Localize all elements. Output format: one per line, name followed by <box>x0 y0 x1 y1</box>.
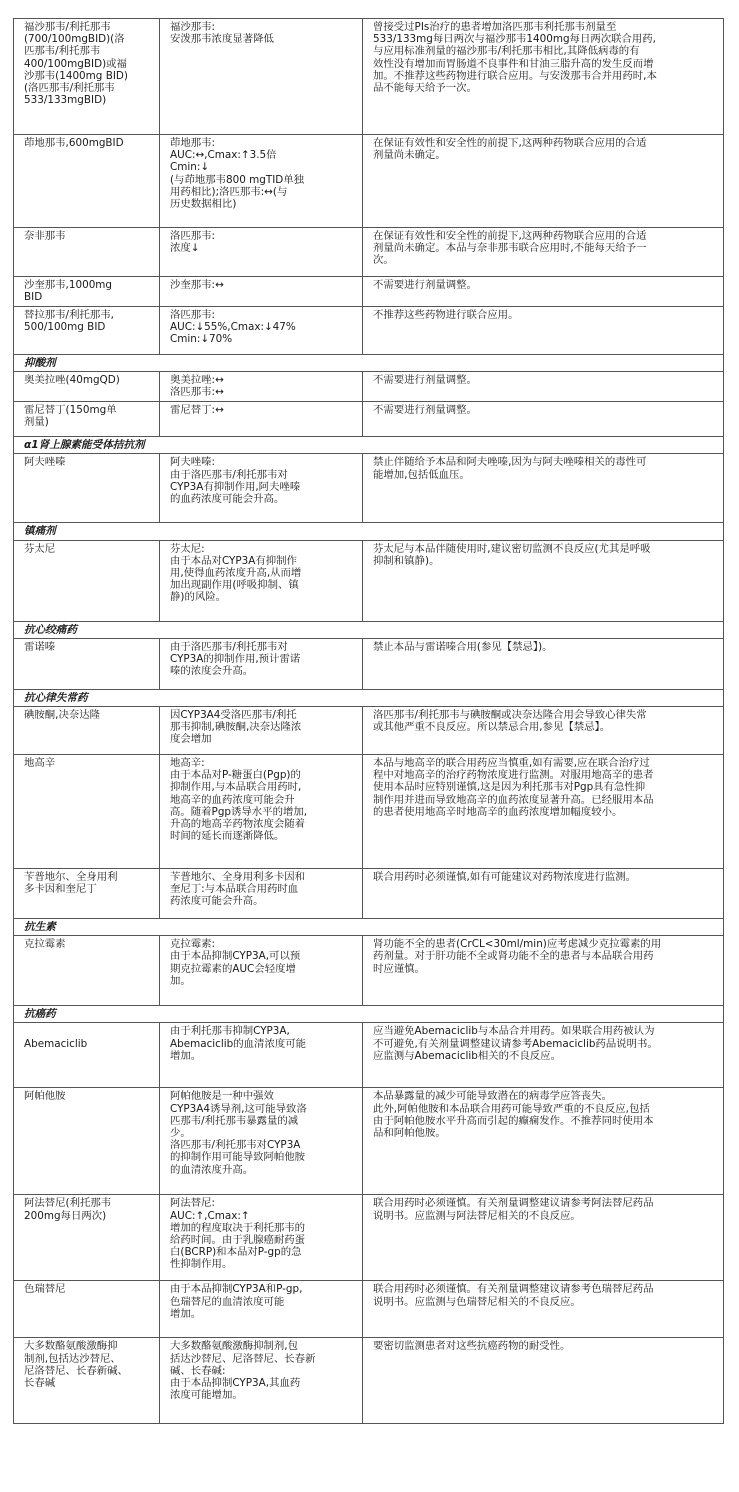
cell-text-line: 禁止伴随给予本品和阿夫唑嗪,因为与阿夫唑嗪相关的毒性可 <box>373 456 647 469</box>
effect-cell <box>160 755 363 869</box>
table-row <box>14 307 724 355</box>
drug-name-cell <box>14 707 160 755</box>
effect-cell <box>160 1338 363 1424</box>
cell-text-line: 不推荐这些药物进行联合应用。 <box>373 309 519 321</box>
effect-cell <box>160 372 363 402</box>
table-row <box>14 402 724 437</box>
cell-text-line: 或其他严重不良反应。所以禁忌合用,参见【禁忌】。 <box>373 721 611 734</box>
drug-name-cell <box>14 1281 160 1338</box>
cell-text-line: 533/133mgBID) <box>24 94 107 107</box>
section-heading: 抗心绞痛药 <box>14 621 724 638</box>
cell-text-line: 历史数据相比) <box>170 198 237 211</box>
cell-text-line: 地高辛: <box>170 757 205 770</box>
cell-text-line: 福沙那韦: <box>170 21 216 33</box>
cell-text-line: 奥美拉唑:↔ <box>170 374 224 387</box>
cell-text-line: 长春碱 <box>24 1377 56 1390</box>
cell-text-line: 加。不推荐这些药物进行联合应用。与安泼那韦合并用药时,本 <box>373 69 657 82</box>
cell-text-line: 程中对地高辛的治疗药物浓度进行监测。对服用地高辛的患者 <box>373 769 654 782</box>
drug-name-cell <box>14 1338 160 1424</box>
cell-text-line: 时应谨慎。 <box>373 962 425 975</box>
cell-text-line: 能增加,包括低血压。 <box>373 468 470 481</box>
cell-text-line: 替拉那韦/利托那韦, <box>24 309 114 321</box>
recommendation-cell <box>363 228 724 277</box>
cell-text-line: 阿法替尼(利托那韦 <box>24 1197 112 1210</box>
drug-interaction-table <box>13 18 724 1424</box>
drug-name-cell <box>14 936 160 1006</box>
cell-text-line: (洛匹那韦/利托那韦 <box>24 82 115 95</box>
cell-text-line: 嗪的浓度会升高。 <box>170 665 254 678</box>
cell-text-line: 奎尼丁:与本品联合用药时血 <box>170 883 299 896</box>
cell-text-line: 洛匹那韦: <box>170 230 216 242</box>
cell-text-line: CYP3A有抑制作用,阿夫唑嗪 <box>170 480 301 493</box>
section-row <box>14 523 724 540</box>
section-heading: 抑酸剂 <box>14 355 724 372</box>
cell-text-line: Cmin:↓ <box>170 161 210 174</box>
cell-text-line: 多卡因和奎尼丁 <box>24 883 97 896</box>
cell-text-line: AUC:↓55%,Cmax:↓47% <box>170 321 296 334</box>
cell-text-line: 效性没有增加而胃肠道不良事件和甘油三脂升高的发生反而增 <box>373 57 654 70</box>
cell-text-line: 400/100mgBID)或福 <box>24 57 127 70</box>
cell-text-line: 禁止本品与雷诺嗪合用(参见【禁忌】)。 <box>373 640 553 653</box>
table-row <box>14 936 724 1006</box>
effect-cell <box>160 307 363 355</box>
recommendation-cell <box>363 402 724 437</box>
drug-name-cell <box>14 372 160 402</box>
drug-name-cell <box>14 454 160 523</box>
drug-name-cell <box>14 228 160 277</box>
cell-text-line: 静)的风险。 <box>170 591 227 604</box>
cell-text-line: 苄普地尔、全身用利多卡因和 <box>170 871 306 884</box>
cell-text-line: 雷尼替丁(150mg单 <box>24 404 117 417</box>
section-row <box>14 1006 724 1023</box>
effect-cell <box>160 135 363 228</box>
cell-text-line: 福沙那韦/利托那韦 <box>24 21 111 33</box>
section-heading: α1肾上腺素能受体拮抗剂 <box>14 437 724 454</box>
cell-text-line: 不需要进行剂量调整。 <box>373 279 477 291</box>
effect-cell <box>160 277 363 307</box>
drug-name-cell <box>14 1023 160 1088</box>
cell-text-line: 碘胺酮,决奈达隆 <box>24 709 101 722</box>
cell-text-line: 由于洛匹那韦/利托那韦对 <box>170 640 288 653</box>
cell-text-line: 品和阿帕他胺。 <box>373 1127 446 1140</box>
cell-text-line: 本品暴露量的减少可能导致潜在的病毒学应答丧失。 <box>373 1090 612 1103</box>
recommendation-cell <box>363 1088 724 1195</box>
cell-text-line: 性抑制作用。 <box>170 1258 233 1271</box>
effect-cell <box>160 402 363 437</box>
drug-name-cell <box>14 1088 160 1195</box>
cell-text-line: 在保证有效性和安全性的前提下,这两种药物联合应用的合适 <box>373 137 647 149</box>
cell-text-line: 使用本品时应特别谨慎,这是因为利托那韦对Pgp具有急性抑 <box>373 781 646 794</box>
cell-text-line: 度会增加 <box>170 733 212 746</box>
recommendation-cell <box>363 707 724 755</box>
cell-text-line: (700/100mgBID)(洛 <box>24 33 125 46</box>
cell-text-line: 应当避免Abemaciclib与本品合并用药。如果联合用药被认为 <box>373 1025 655 1038</box>
effect-cell <box>160 19 363 135</box>
cell-text-line: 阿夫唑嗪: <box>170 456 216 469</box>
cell-text-line: CYP3A4诱导剂,这可能导致洛 <box>170 1102 307 1115</box>
table-row <box>14 372 724 402</box>
cell-text-line: 期克拉霉素的AUC会轻度增 <box>170 962 296 975</box>
drug-name-cell <box>14 540 160 621</box>
cell-text-line: 剂量尚未确定。 <box>373 149 446 162</box>
cell-text-line: 阿夫唑嗪 <box>24 456 66 469</box>
table-row <box>14 454 724 523</box>
drug-name-cell <box>14 19 160 135</box>
cell-text-line: 不需要进行剂量调整。 <box>373 374 477 387</box>
cell-text-line: 533/133mg每日两次与福沙那韦1400mg每日两次联合用药, <box>373 33 656 46</box>
recommendation-cell <box>363 1023 724 1088</box>
effect-cell <box>160 638 363 689</box>
recommendation-cell <box>363 638 724 689</box>
cell-text-line: 加出现副作用(呼吸抑制、镇 <box>170 579 299 592</box>
cell-text-line: 增加。 <box>170 1307 202 1320</box>
cell-text-line: 联合用药时必须谨慎。有关剂量调整建议请参考阿法替尼药品 <box>373 1197 654 1210</box>
cell-text-line: 安泼那韦浓度显著降低 <box>170 33 274 46</box>
table-body <box>14 19 724 1424</box>
table-row <box>14 19 724 135</box>
cell-text-line: 抑制作用,与本品联合用药时, <box>170 781 302 794</box>
cell-text-line: 阿法替尼: <box>170 1197 216 1210</box>
recommendation-cell <box>363 307 724 355</box>
cell-text-line: 洛匹那韦:↔ <box>170 386 224 399</box>
section-heading: 镇痛剂 <box>14 523 724 540</box>
cell-text-line: 由于利托那韦抑制CYP3A, <box>170 1025 290 1038</box>
cell-text-line: 的血药浓度可能会升高。 <box>170 493 285 506</box>
cell-text-line: 奈非那韦 <box>24 230 66 242</box>
effect-cell <box>160 1023 363 1088</box>
cell-text-line: 洛匹那韦/利托那韦与碘胺酮或决奈达隆合用会导致心律失常 <box>373 709 647 722</box>
cell-text-line: AUC:↔,Cmax:↑3.5倍 <box>170 149 277 162</box>
cell-text-line: 的血清浓度升高。 <box>170 1163 254 1176</box>
drug-interaction-table-container <box>13 18 724 1424</box>
cell-text-line: CYP3A的抑制作用,预计雷诺 <box>170 653 301 666</box>
cell-text-line: 浓度↓ <box>170 242 200 255</box>
cell-text-line: 联合用药时必须谨慎。有关剂量调整建议请参考色瑞替尼药品 <box>373 1283 654 1296</box>
cell-text-line: 沙奎那韦,1000mg <box>24 279 113 291</box>
cell-text-line: Abemaciclib <box>24 1037 88 1050</box>
cell-text-line: 与应用标准剂量的福沙那韦/利托那韦相比,其降低病毒的有 <box>373 45 640 58</box>
cell-text-line: 地高辛的血药浓度可能会升 <box>170 793 295 806</box>
cell-text-line: 白(BCRP)和本品对P-gp的急 <box>170 1246 302 1259</box>
table-row <box>14 707 724 755</box>
table-row <box>14 1088 724 1195</box>
cell-text-line: 高。随着Pgp诱导水平的增加, <box>170 805 308 818</box>
cell-text-line: 由于本品抑制CYP3A和P-gp, <box>170 1283 303 1296</box>
effect-cell <box>160 1195 363 1281</box>
cell-text-line: 由于洛匹那韦/利托那韦对 <box>170 468 288 481</box>
cell-text-line: 碱、长春碱: <box>170 1364 226 1377</box>
recommendation-cell <box>363 869 724 919</box>
section-heading: 抗癌药 <box>14 1006 724 1023</box>
recommendation-cell <box>363 454 724 523</box>
recommendation-cell <box>363 1338 724 1424</box>
section-row <box>14 919 724 936</box>
cell-text-line: 阿帕他胺 <box>24 1090 66 1103</box>
recommendation-cell <box>363 936 724 1006</box>
cell-text-line: 芬太尼 <box>24 542 56 555</box>
cell-text-line: 茚地那韦,600mgBID <box>24 137 124 149</box>
cell-text-line: Cmin:↓70% <box>170 333 233 346</box>
table-row <box>14 869 724 919</box>
effect-cell <box>160 228 363 277</box>
cell-text-line: 药浓度可能会升高。 <box>170 895 264 908</box>
cell-text-line: 色瑞替尼 <box>24 1283 66 1296</box>
cell-text-line: 那韦抑制,碘胺酮,决奈达隆浓 <box>170 721 302 734</box>
cell-text-line: 茚地那韦: <box>170 137 216 149</box>
cell-text-line: 由于本品抑制CYP3A,其血药 <box>170 1377 301 1390</box>
cell-text-line: 应监测与Abemaciclib相关的不良反应。 <box>373 1049 561 1062</box>
cell-text-line: 要密切监测患者对这些抗癌药物的耐受性。 <box>373 1340 571 1353</box>
cell-text-line: 由于本品对P-糖蛋白(Pgp)的 <box>170 769 301 782</box>
table-row <box>14 540 724 621</box>
cell-text-line: 雷诺嗪 <box>24 640 56 653</box>
effect-cell <box>160 869 363 919</box>
cell-text-line: 曾接受过PIs治疗的患者增加洛匹那韦利托那韦剂量至 <box>373 21 617 33</box>
cell-text-line: 因CYP3A4受洛匹那韦/利托 <box>170 709 297 722</box>
cell-text-line: 苄普地尔、全身用利 <box>24 871 118 884</box>
drug-name-cell <box>14 135 160 228</box>
cell-text-line: 克拉霉素: <box>170 938 216 951</box>
cell-text-line: 奥美拉唑(40mgQD) <box>24 374 120 387</box>
cell-text-line: 500/100mg BID <box>24 321 106 334</box>
table-row <box>14 1195 724 1281</box>
effect-cell <box>160 1088 363 1195</box>
cell-text-line: 沙那韦(1400mg BID) <box>24 69 128 82</box>
cell-text-line: 不可避免,有关剂量调整建议请参考Abemaciclib药品说明书。 <box>373 1037 658 1050</box>
cell-text-line: 用药相比);洛匹那韦:↔(与 <box>170 185 288 198</box>
table-row <box>14 1338 724 1424</box>
recommendation-cell <box>363 540 724 621</box>
cell-text-line: 用,使得血药浓度升高,从而增 <box>170 567 302 580</box>
drug-name-cell <box>14 638 160 689</box>
cell-text-line: 在保证有效性和安全性的前提下,这两种药物联合应用的合适 <box>373 230 647 242</box>
section-heading: 抗生素 <box>14 919 724 936</box>
section-row <box>14 437 724 454</box>
cell-text-line: 洛匹那韦: <box>170 309 216 321</box>
cell-text-line: 抑制和镇静)。 <box>373 554 440 567</box>
cell-text-line: BID <box>24 291 43 304</box>
recommendation-cell <box>363 755 724 869</box>
effect-cell <box>160 936 363 1006</box>
cell-text-line: 雷尼替丁:↔ <box>170 404 224 417</box>
cell-text-line: 本品与地高辛的联合用药应当慎重,如有需要,应在联合治疗过 <box>373 757 650 770</box>
drug-name-cell <box>14 277 160 307</box>
cell-text-line: 芬太尼与本品伴随使用时,建议密切监测不良反应(尤其是呼吸 <box>373 542 651 555</box>
cell-text-line: 芬太尼: <box>170 542 205 555</box>
cell-text-line: 浓度可能增加。 <box>170 1389 243 1402</box>
effect-cell <box>160 540 363 621</box>
cell-text-line: 不需要进行剂量调整。 <box>373 404 477 417</box>
recommendation-cell <box>363 277 724 307</box>
effect-cell <box>160 1281 363 1338</box>
effect-cell <box>160 454 363 523</box>
recommendation-cell <box>363 1281 724 1338</box>
cell-text-line: 剂量) <box>24 416 49 429</box>
cell-text-line: 增加。 <box>170 1049 202 1062</box>
cell-text-line: 此外,阿帕他胺和本品联合用药可能导致严重的不良反应,包括 <box>373 1102 650 1115</box>
cell-text-line: 大多数酪氨酸激酶抑 <box>24 1340 118 1353</box>
table-row <box>14 755 724 869</box>
cell-text-line: 匹那韦/利托那韦暴露量的减 <box>170 1114 299 1127</box>
drug-name-cell <box>14 869 160 919</box>
cell-text-line: 加。 <box>170 974 191 987</box>
recommendation-cell <box>363 1195 724 1281</box>
section-row <box>14 689 724 706</box>
cell-text-line: 的抑制作用可能导致阿帕他胺 <box>170 1151 306 1164</box>
cell-text-line: 沙奎那韦:↔ <box>170 279 224 291</box>
cell-text-line: 制作用并进而导致地高辛的血药浓度显著升高。已经服用本品 <box>373 793 654 806</box>
cell-text-line <box>24 1025 149 1037</box>
cell-text-line: 制剂,包括达沙替尼、 <box>24 1352 121 1365</box>
drug-name-cell <box>14 1195 160 1281</box>
cell-text-line: 升高的地高辛药物浓度会随着 <box>170 818 306 831</box>
cell-text-line: 由于阿帕他胺水平升高而引起的癫痫发作。不推荐同时使用本 <box>373 1114 654 1127</box>
cell-text-line: 尼洛替尼、长春新碱、 <box>24 1364 128 1377</box>
cell-text-line: 地高辛 <box>24 757 56 770</box>
cell-text-line: 200mg每日两次) <box>24 1209 107 1222</box>
recommendation-cell <box>363 135 724 228</box>
cell-text-line: 品不能每天给予一次。 <box>373 82 477 95</box>
cell-text-line: 药剂量。对于肝功能不全或肾功能不全的患者与本品联合用药 <box>373 950 654 963</box>
cell-text-line: 次。 <box>373 254 394 267</box>
cell-text-line: 增加的程度取决于利托那韦的 <box>170 1221 306 1234</box>
cell-text-line: 匹那韦/利托那韦 <box>24 45 101 58</box>
cell-text-line: 说明书。应监测与色瑞替尼相关的不良反应。 <box>373 1295 581 1308</box>
cell-text-line: 肾功能不全的患者(CrCL<30ml/min)应考虑减少克拉霉素的用 <box>373 938 662 951</box>
cell-text-line: 时间的延长而逐渐降低。 <box>170 830 285 843</box>
table-row <box>14 277 724 307</box>
section-heading: 抗心律失常药 <box>14 689 724 706</box>
table-row <box>14 135 724 228</box>
cell-text-line: 的患者使用地高辛时地高辛的血药浓度增加幅度较小。 <box>373 805 623 818</box>
table-row <box>14 228 724 277</box>
table-row <box>14 1281 724 1338</box>
drug-name-cell <box>14 755 160 869</box>
drug-name-cell <box>14 402 160 437</box>
section-row <box>14 621 724 638</box>
cell-text-line: 联合用药时必须谨慎,如有可能建议对药物浓度进行监测。 <box>373 871 637 884</box>
cell-text-line: 少。 <box>170 1127 191 1140</box>
section-row <box>14 355 724 372</box>
recommendation-cell <box>363 19 724 135</box>
drug-name-cell <box>14 307 160 355</box>
cell-text-line: 由于本品抑制CYP3A,可以预 <box>170 950 301 963</box>
cell-text-line: 大多数酪氨酸激酶抑制剂,包 <box>170 1340 298 1353</box>
cell-text-line: (与茚地那韦800 mgTID单独 <box>170 173 305 186</box>
cell-text-line: 由于本品对CYP3A有抑制作 <box>170 554 297 567</box>
effect-cell <box>160 707 363 755</box>
table-row <box>14 1023 724 1088</box>
cell-text-line: 克拉霉素 <box>24 938 66 951</box>
cell-text-line: 给药时间。由于乳腺癌耐药蛋 <box>170 1234 306 1247</box>
cell-text-line: 色瑞替尼的血清浓度可能 <box>170 1295 285 1308</box>
recommendation-cell <box>363 372 724 402</box>
cell-text-line: 括达沙替尼、尼洛替尼、长春新 <box>170 1352 316 1365</box>
cell-text-line: 说明书。应监测与阿法替尼相关的不良反应。 <box>373 1209 581 1222</box>
cell-text-line: 阿帕他胺是一种中强效 <box>170 1090 274 1103</box>
cell-text-line: AUC:↑,Cmax:↑ <box>170 1209 250 1222</box>
cell-text-line: 剂量尚未确定。本品与奈非那韦联合应用时,不能每天给予一 <box>373 242 647 255</box>
cell-text-line: 洛匹那韦/利托那韦对CYP3A <box>170 1139 301 1152</box>
table-row <box>14 638 724 689</box>
cell-text-line: Abemaciclib的血清浓度可能 <box>170 1037 307 1050</box>
